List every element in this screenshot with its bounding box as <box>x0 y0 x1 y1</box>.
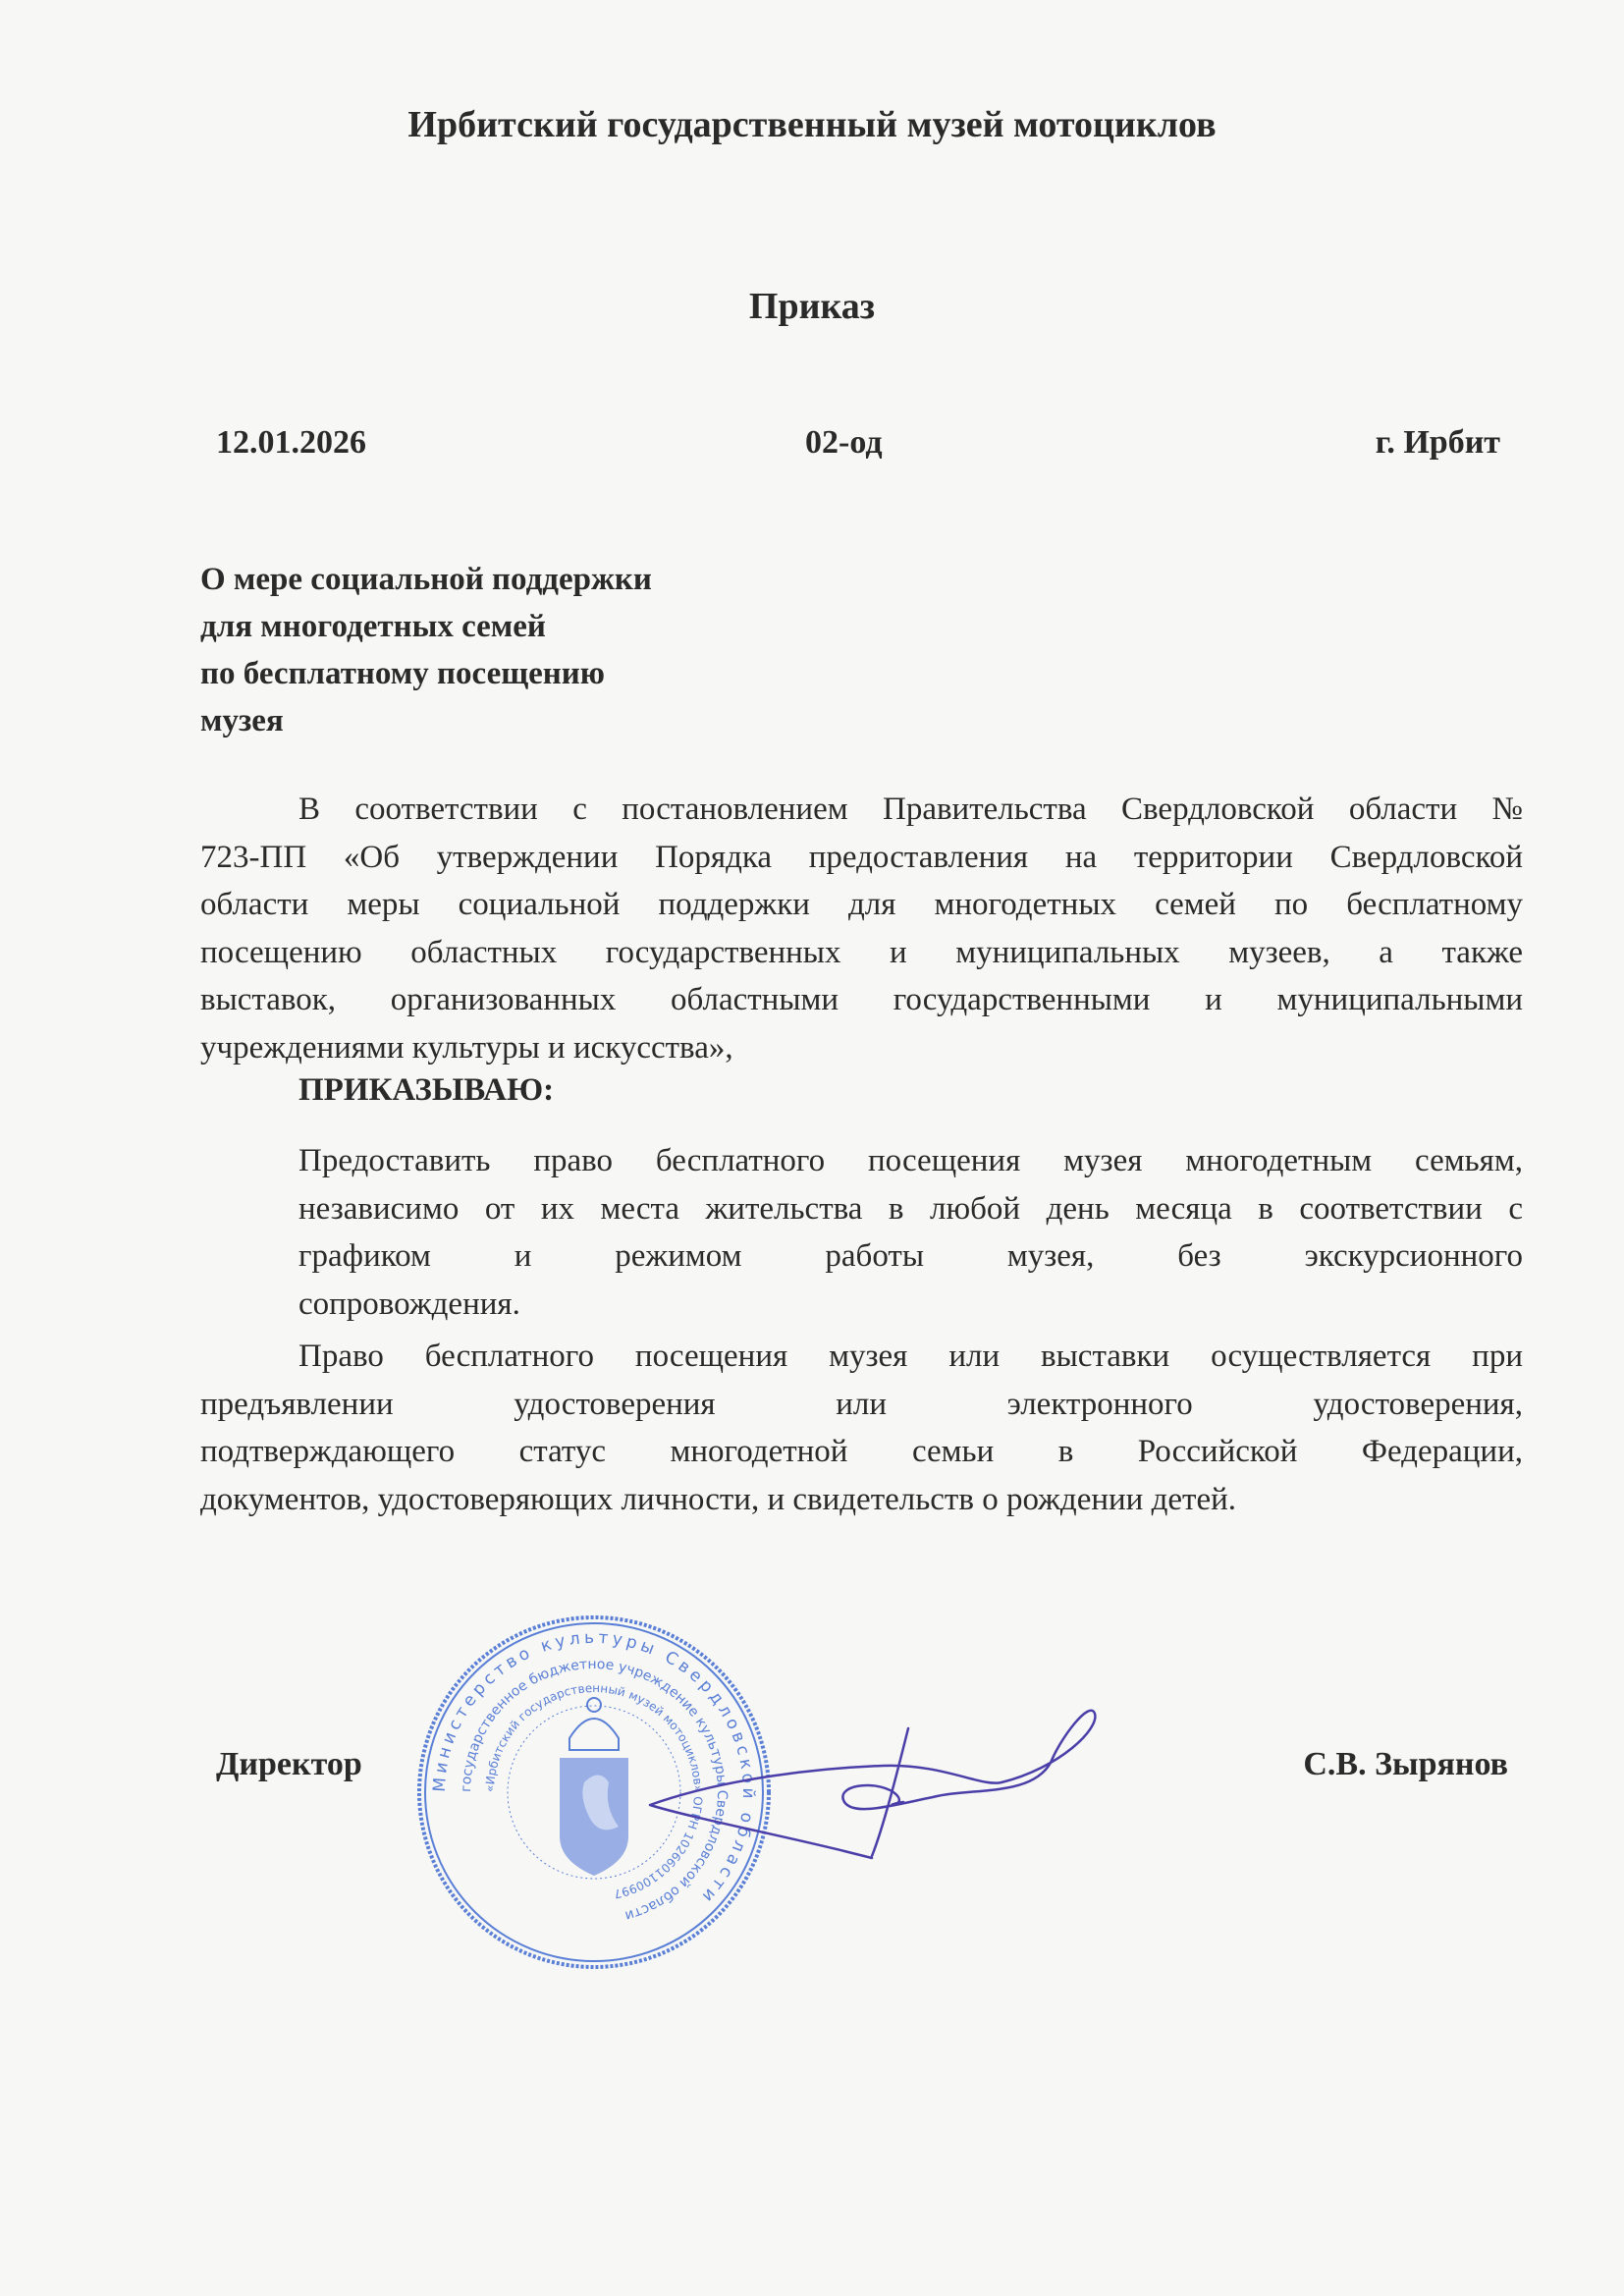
text-line: В соответствии с постановлением Правительства Свердловской области № <box>298 792 1523 827</box>
conditions-paragraph <box>200 1333 1523 1523</box>
order-date: 12.01.2026 <box>216 424 366 461</box>
text-line: сопровождения. <box>298 1285 520 1322</box>
order-keyword: ПРИКАЗЫВАЮ: <box>298 1072 555 1108</box>
document-type: Приказ <box>748 286 876 327</box>
stamp-middle-text: государственное бюджетное учреждение культуры Свердловской области <box>458 1656 731 1924</box>
order-number: 02-од <box>805 424 883 461</box>
stamp-outer-text: Министерство культуры Свердловской области <box>429 1627 759 1909</box>
text-line: области меры социальной поддержки для многодетных семей по бесплатному <box>200 887 1523 922</box>
text-line: 723-ПП «Об утверждении Порядка предоставления на территории Свердловской <box>200 839 1523 875</box>
stamp-inner-text: «Ирбитский государственный музей мотоциклов» ОГРН 1026601100997 <box>482 1680 706 1901</box>
order-city: г. Ирбит <box>1375 424 1500 461</box>
order-subject <box>200 556 652 744</box>
text-line: Право бесплатного посещения музея или выставки осуществляется при <box>298 1339 1523 1374</box>
text-line: Предоставить право бесплатного посещения музея многодетным семьям, <box>298 1143 1523 1178</box>
order-paragraph <box>298 1137 1523 1328</box>
subject-line: О мере социальной поддержки <box>200 562 652 597</box>
coat-of-arms-icon <box>560 1698 628 1876</box>
preamble-paragraph <box>200 786 1523 1071</box>
subject-line: по бесплатному посещению <box>200 656 605 691</box>
text-line: подтверждающего статус многодетной семьи в Российской Федерации, <box>200 1434 1523 1469</box>
organization-title: Ирбитский государственный музей мотоциклов <box>407 104 1217 145</box>
signatory-name: С.В. Зырянов <box>1303 1746 1508 1782</box>
text-line: документов, удостоверяющих личности, и свидетельств о рождении детей. <box>200 1481 1237 1517</box>
signatory-position: Директор <box>216 1746 362 1782</box>
subject-line: музея <box>200 703 284 738</box>
text-line: посещению областных государственных и муниципальных музеев, а также <box>200 934 1523 970</box>
text-line: независимо от их места жительства в любой день месяца в соответствии с <box>298 1190 1523 1227</box>
text-line: графиком и режимом работы музея, без экскурсионного <box>298 1238 1523 1274</box>
subject-line: для многодетных семей <box>200 609 546 644</box>
text-line: учреждениями культуры и искусства», <box>200 1029 733 1066</box>
text-line: предъявлении удостоверения или электронного удостоверения, <box>200 1386 1523 1422</box>
handwritten-signature <box>648 1669 1119 1886</box>
text-line: выставок, организованных областными государственными и муниципальными <box>200 982 1523 1017</box>
